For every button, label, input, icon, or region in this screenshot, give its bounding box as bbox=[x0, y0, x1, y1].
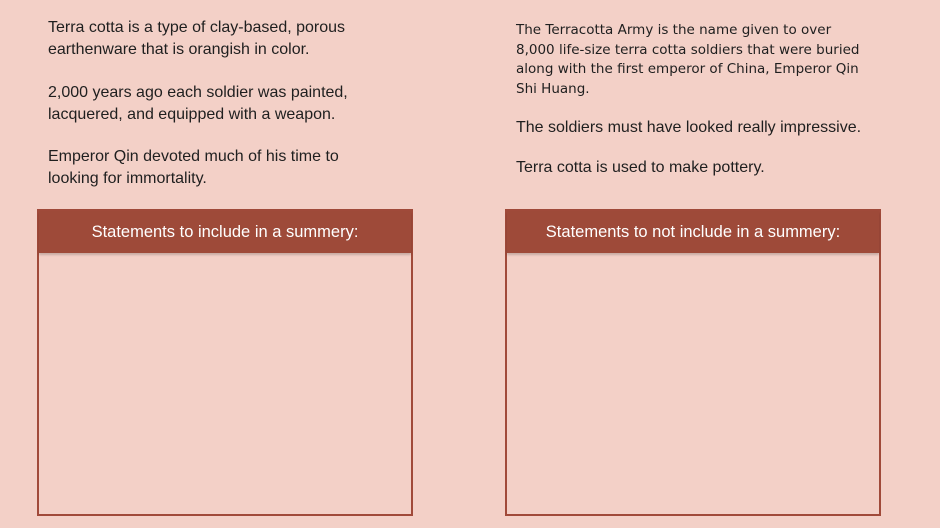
exclude-drop-zone[interactable] bbox=[507, 255, 879, 514]
exclude-summary-box bbox=[505, 209, 881, 516]
include-box-title: Statements to include in a summery: bbox=[91, 222, 359, 241]
exclude-box-header bbox=[507, 211, 879, 253]
statement-card-impressive[interactable]: The soldiers must have looked really impressive. bbox=[516, 119, 862, 136]
statement-card-terracotta-army[interactable]: The Terracotta Army is the name given to over 8,000 life-size terra cotta soldiers that were buried along with the first emperor of China, Emperor Qin Shi Huang. bbox=[516, 22, 860, 97]
statement-card-painted-soldiers[interactable]: 2,000 years ago each soldier was painted, lacquered, and equipped with a weapon. bbox=[48, 84, 348, 123]
statement-card-clay[interactable]: Terra cotta is a type of clay-based, porous earthenware that is orangish in color. bbox=[48, 19, 346, 58]
include-box-header bbox=[39, 211, 411, 253]
statement-card-pottery[interactable]: Terra cotta is used to make pottery. bbox=[516, 159, 765, 176]
exclude-box-title: Statements to not include in a summery: bbox=[545, 222, 841, 241]
statement-card-immortality[interactable]: Emperor Qin devoted much of his time to looking for immortality. bbox=[48, 148, 339, 187]
include-summary-box bbox=[37, 209, 413, 516]
include-drop-zone[interactable] bbox=[39, 255, 411, 514]
